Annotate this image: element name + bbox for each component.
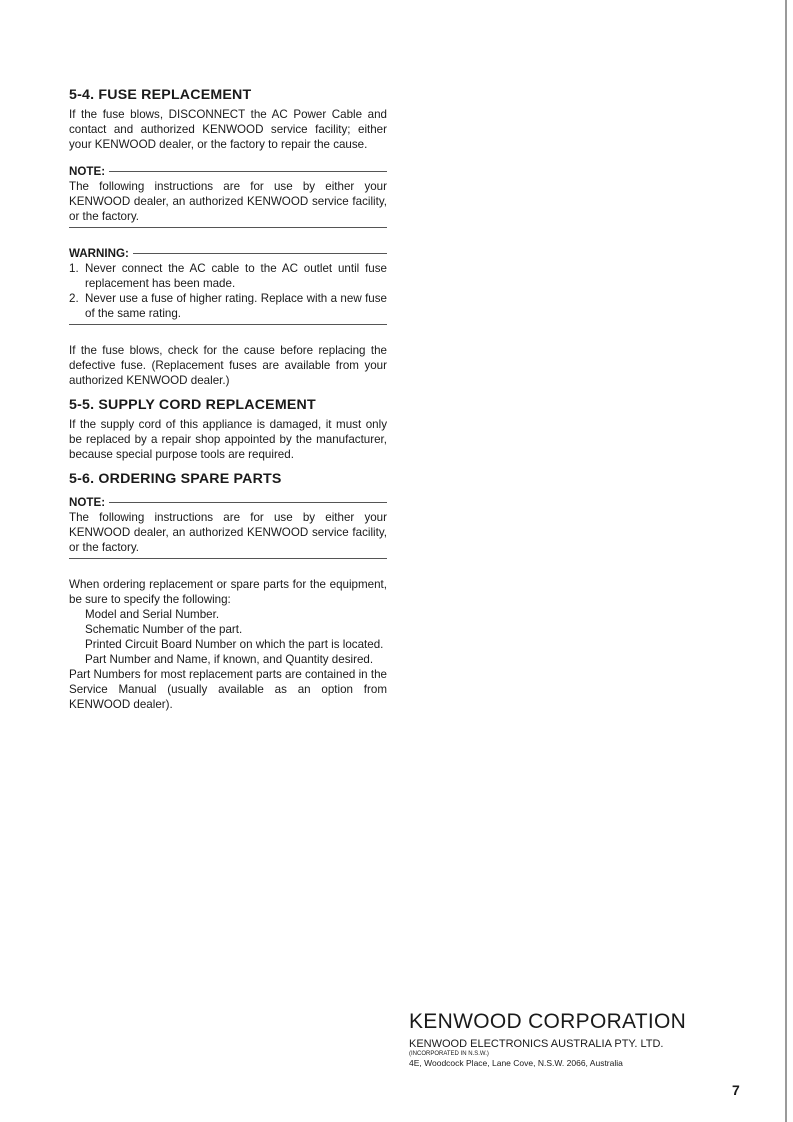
parts-note-text: The following instructions are for use by either your KENWOOD dealer, an authorized KENWOOD service facility, or the factory. <box>69 511 387 554</box>
parts-item: Printed Circuit Board Number on which the part is located. <box>85 638 384 651</box>
section-5-4-heading: 5-4. FUSE REPLACEMENT <box>69 87 252 103</box>
page-edge <box>785 0 787 1122</box>
section-5-5-heading: 5-5. SUPPLY CORD REPLACEMENT <box>69 397 316 413</box>
page-number: 7 <box>732 1082 740 1098</box>
australia-subsidiary: KENWOOD ELECTRONICS AUSTRALIA PTY. LTD. <box>409 1038 664 1050</box>
parts-item: Part Number and Name, if known, and Quantity desired. <box>85 653 374 666</box>
section-5-6-heading: 5-6. ORDERING SPARE PARTS <box>69 471 282 487</box>
fuse-after-text: If the fuse blows, check for the cause before replacing the defective fuse. (Replacement fuses are available from your authorized KENWOOD dealer.) <box>69 344 387 387</box>
warning-rule <box>133 253 387 254</box>
parts-closing: Part Numbers for most replacement parts are contained in the Service Manual (usually available as an option from KENWOOD dealer). <box>69 668 387 711</box>
note-label: NOTE: <box>69 496 106 509</box>
note-rule <box>109 502 387 503</box>
incorporation-note: (INCORPORATED IN N.S.W.) <box>409 1051 489 1057</box>
note-rule <box>109 171 387 172</box>
address: 4E, Woodcock Place, Lane Cove, N.S.W. 2066, Australia <box>409 1058 623 1068</box>
parts-intro: When ordering replacement or spare parts for the equipment, be sure to specify the following: <box>69 578 387 606</box>
main-column <box>69 88 387 712</box>
warning-list <box>69 261 387 321</box>
parts-item: Model and Serial Number. <box>85 608 220 621</box>
fuse-note-header <box>69 164 387 179</box>
supply-cord-text: If the supply cord of this appliance is damaged, it must only be replaced by a repair shop appointed by the manufacturer, because special purpose tools are required. <box>69 418 387 461</box>
fuse-intro: If the fuse blows, DISCONNECT the AC Power Cable and contact and authorized KENWOOD service facility; either your KENWOOD dealer, or the factory to repair the cause. <box>69 108 387 151</box>
corporation-name: KENWOOD CORPORATION <box>409 1010 687 1033</box>
note-label: NOTE: <box>69 165 106 178</box>
warning-item: 2. Never use a fuse of higher rating. Replace with a new fuse of the same rating. <box>69 292 387 320</box>
warning-item: 1. Never connect the AC cable to the AC outlet until fuse replacement has been made. <box>69 262 387 290</box>
note-box-bottom <box>69 227 387 228</box>
footer-corporate-block <box>409 1010 699 1068</box>
parts-item: Schematic Number of the part. <box>85 623 243 636</box>
warning-label: WARNING: <box>69 247 129 260</box>
fuse-note-text: The following instructions are for use by either your KENWOOD dealer, an authorized KENWOOD service facility, or the factory. <box>69 180 387 223</box>
warning-header <box>69 246 387 261</box>
parts-note-header <box>69 495 387 510</box>
